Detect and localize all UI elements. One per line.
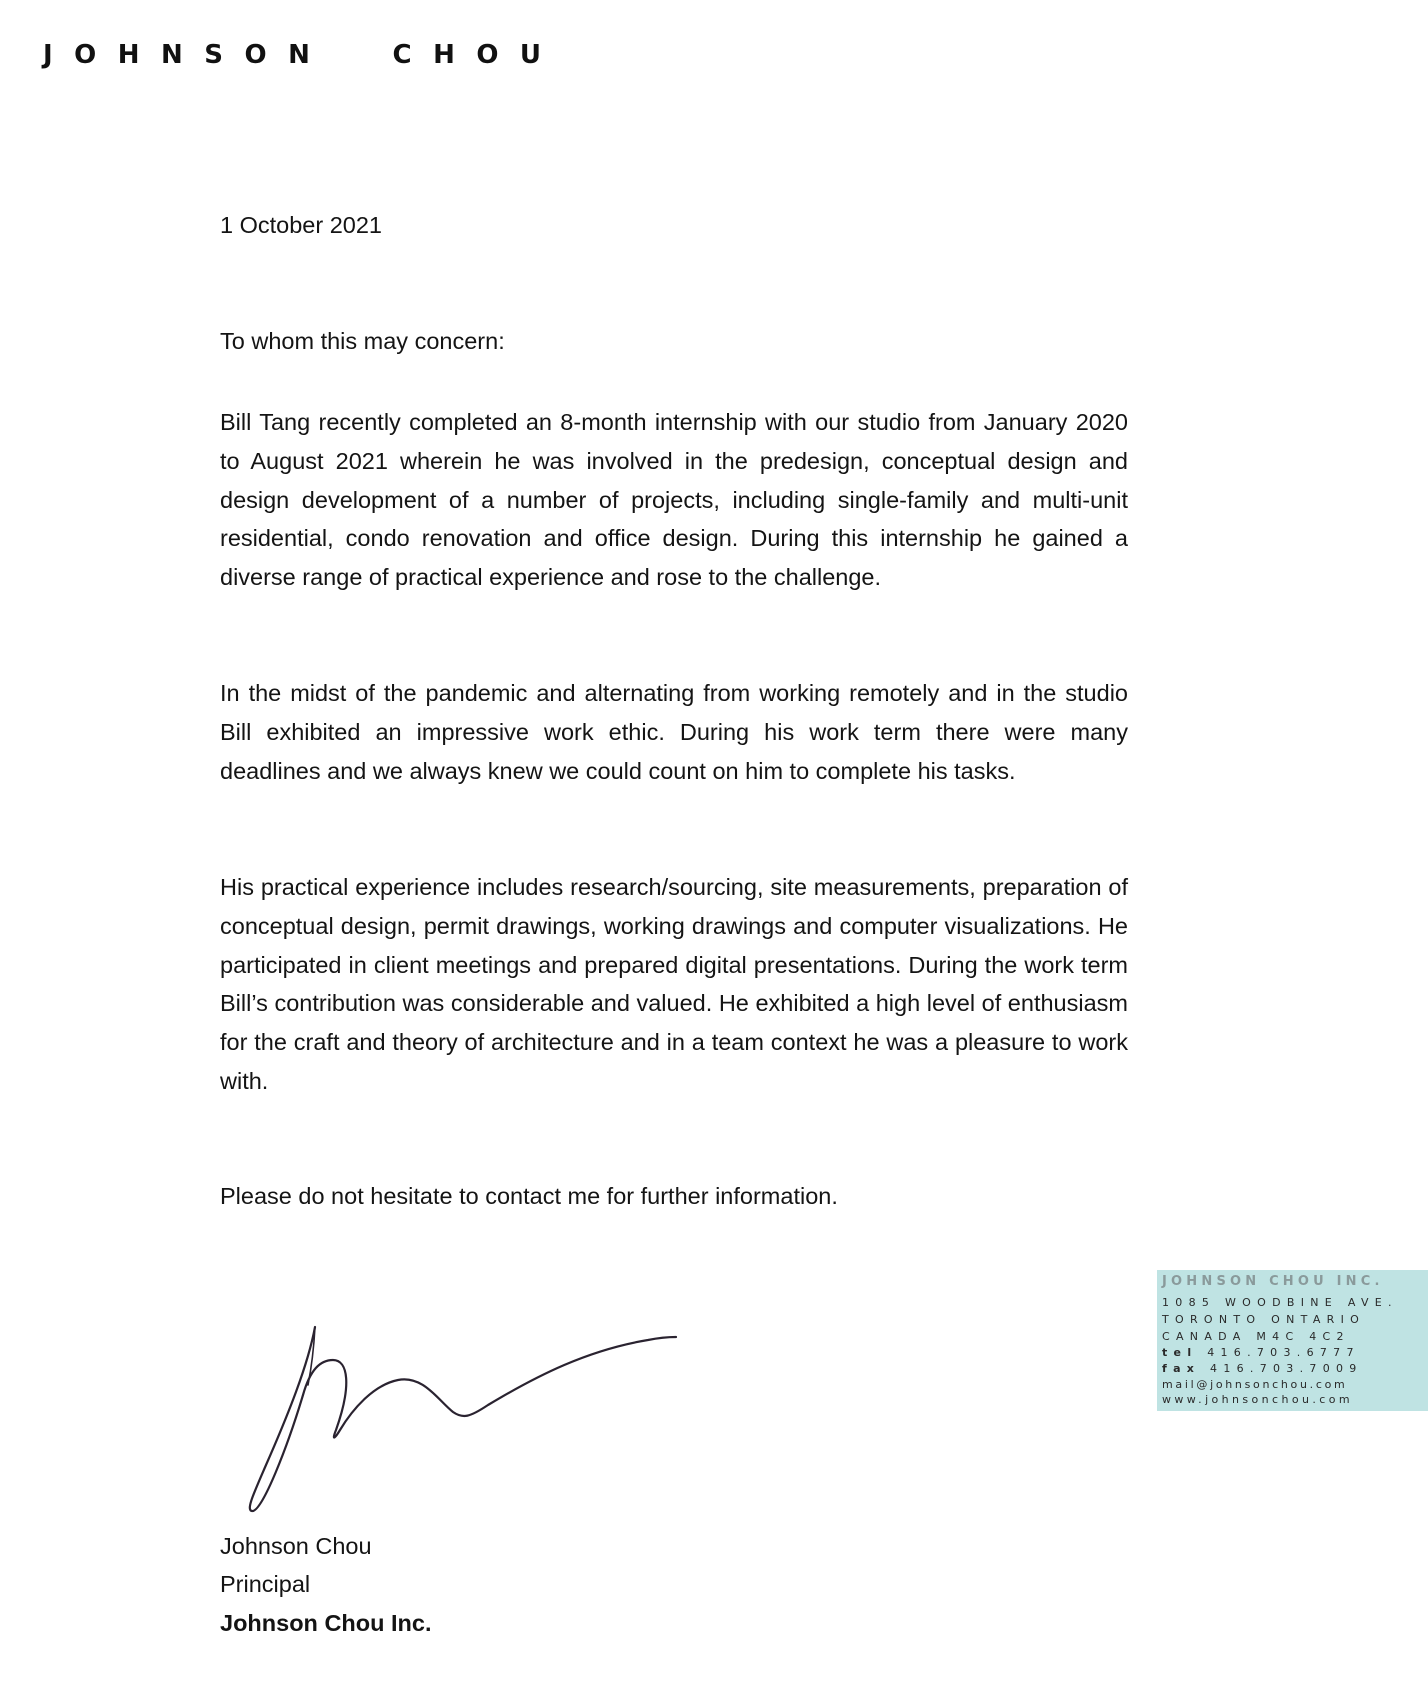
letter-salutation: To whom this may concern: (220, 328, 505, 354)
address-telephone (1162, 1347, 1360, 1358)
letter-date: 1 October 2021 (220, 212, 382, 238)
letter-paragraph-2: In the midst of the pandemic and alternating from working remotely and in the studio Bill exhibited an impressive work ethic. During his work term there were many deadlines and we always knew we could count on him to complete his tasks. (220, 680, 1128, 784)
letter-paragraph-4: Please do not hesitate to contact me for further information. (220, 1183, 838, 1209)
tel-number: 416.703.6777 (1207, 1346, 1360, 1359)
letterhead-logo: JOHNSON CHOU (43, 40, 563, 70)
address-fax (1162, 1363, 1363, 1374)
address-email: mail@johnsonchou.com (1162, 1378, 1348, 1391)
address-box (1157, 1270, 1428, 1411)
address-country-postal: CANADA M4C 4C2 (1162, 1330, 1350, 1343)
address-street: 1085 WOODBINE AVE. (1162, 1296, 1398, 1309)
signatory-title: Principal (220, 1571, 311, 1597)
signatory-name: Johnson Chou (220, 1533, 372, 1559)
handwritten-signature (248, 1325, 688, 1515)
tel-label: tel (1162, 1346, 1198, 1359)
fax-number: 416.703.7009 (1210, 1362, 1363, 1375)
signatory-company: Johnson Chou Inc. (220, 1610, 432, 1636)
address-company: JOHNSON CHOU INC. (1162, 1274, 1384, 1289)
address-city: TORONTO ONTARIO (1162, 1313, 1366, 1326)
letter-paragraph-1: Bill Tang recently completed an 8-month internship with our studio from January 2020 to August 2021 wherein he was involved in the predesign, conceptual design and design development of a number of projects, including single-family and multi-unit residential, condo renovation and office design. During this internship he gained a diverse range of practical experience and rose to the challenge. (220, 409, 1128, 591)
address-website: www.johnsonchou.com (1162, 1393, 1353, 1406)
fax-label: fax (1162, 1362, 1201, 1375)
letter-paragraph-3: His practical experience includes research/sourcing, site measurements, preparation of conceptual design, permit drawings, working drawings and computer visualizations. He participated in client meetings and prepared digital presentations. During the work term Bill’s contribution was considerable and valued. He exhibited a high level of enthusiasm for the craft and theory of architecture and in a team context he was a pleasure to work with. (220, 874, 1128, 1094)
